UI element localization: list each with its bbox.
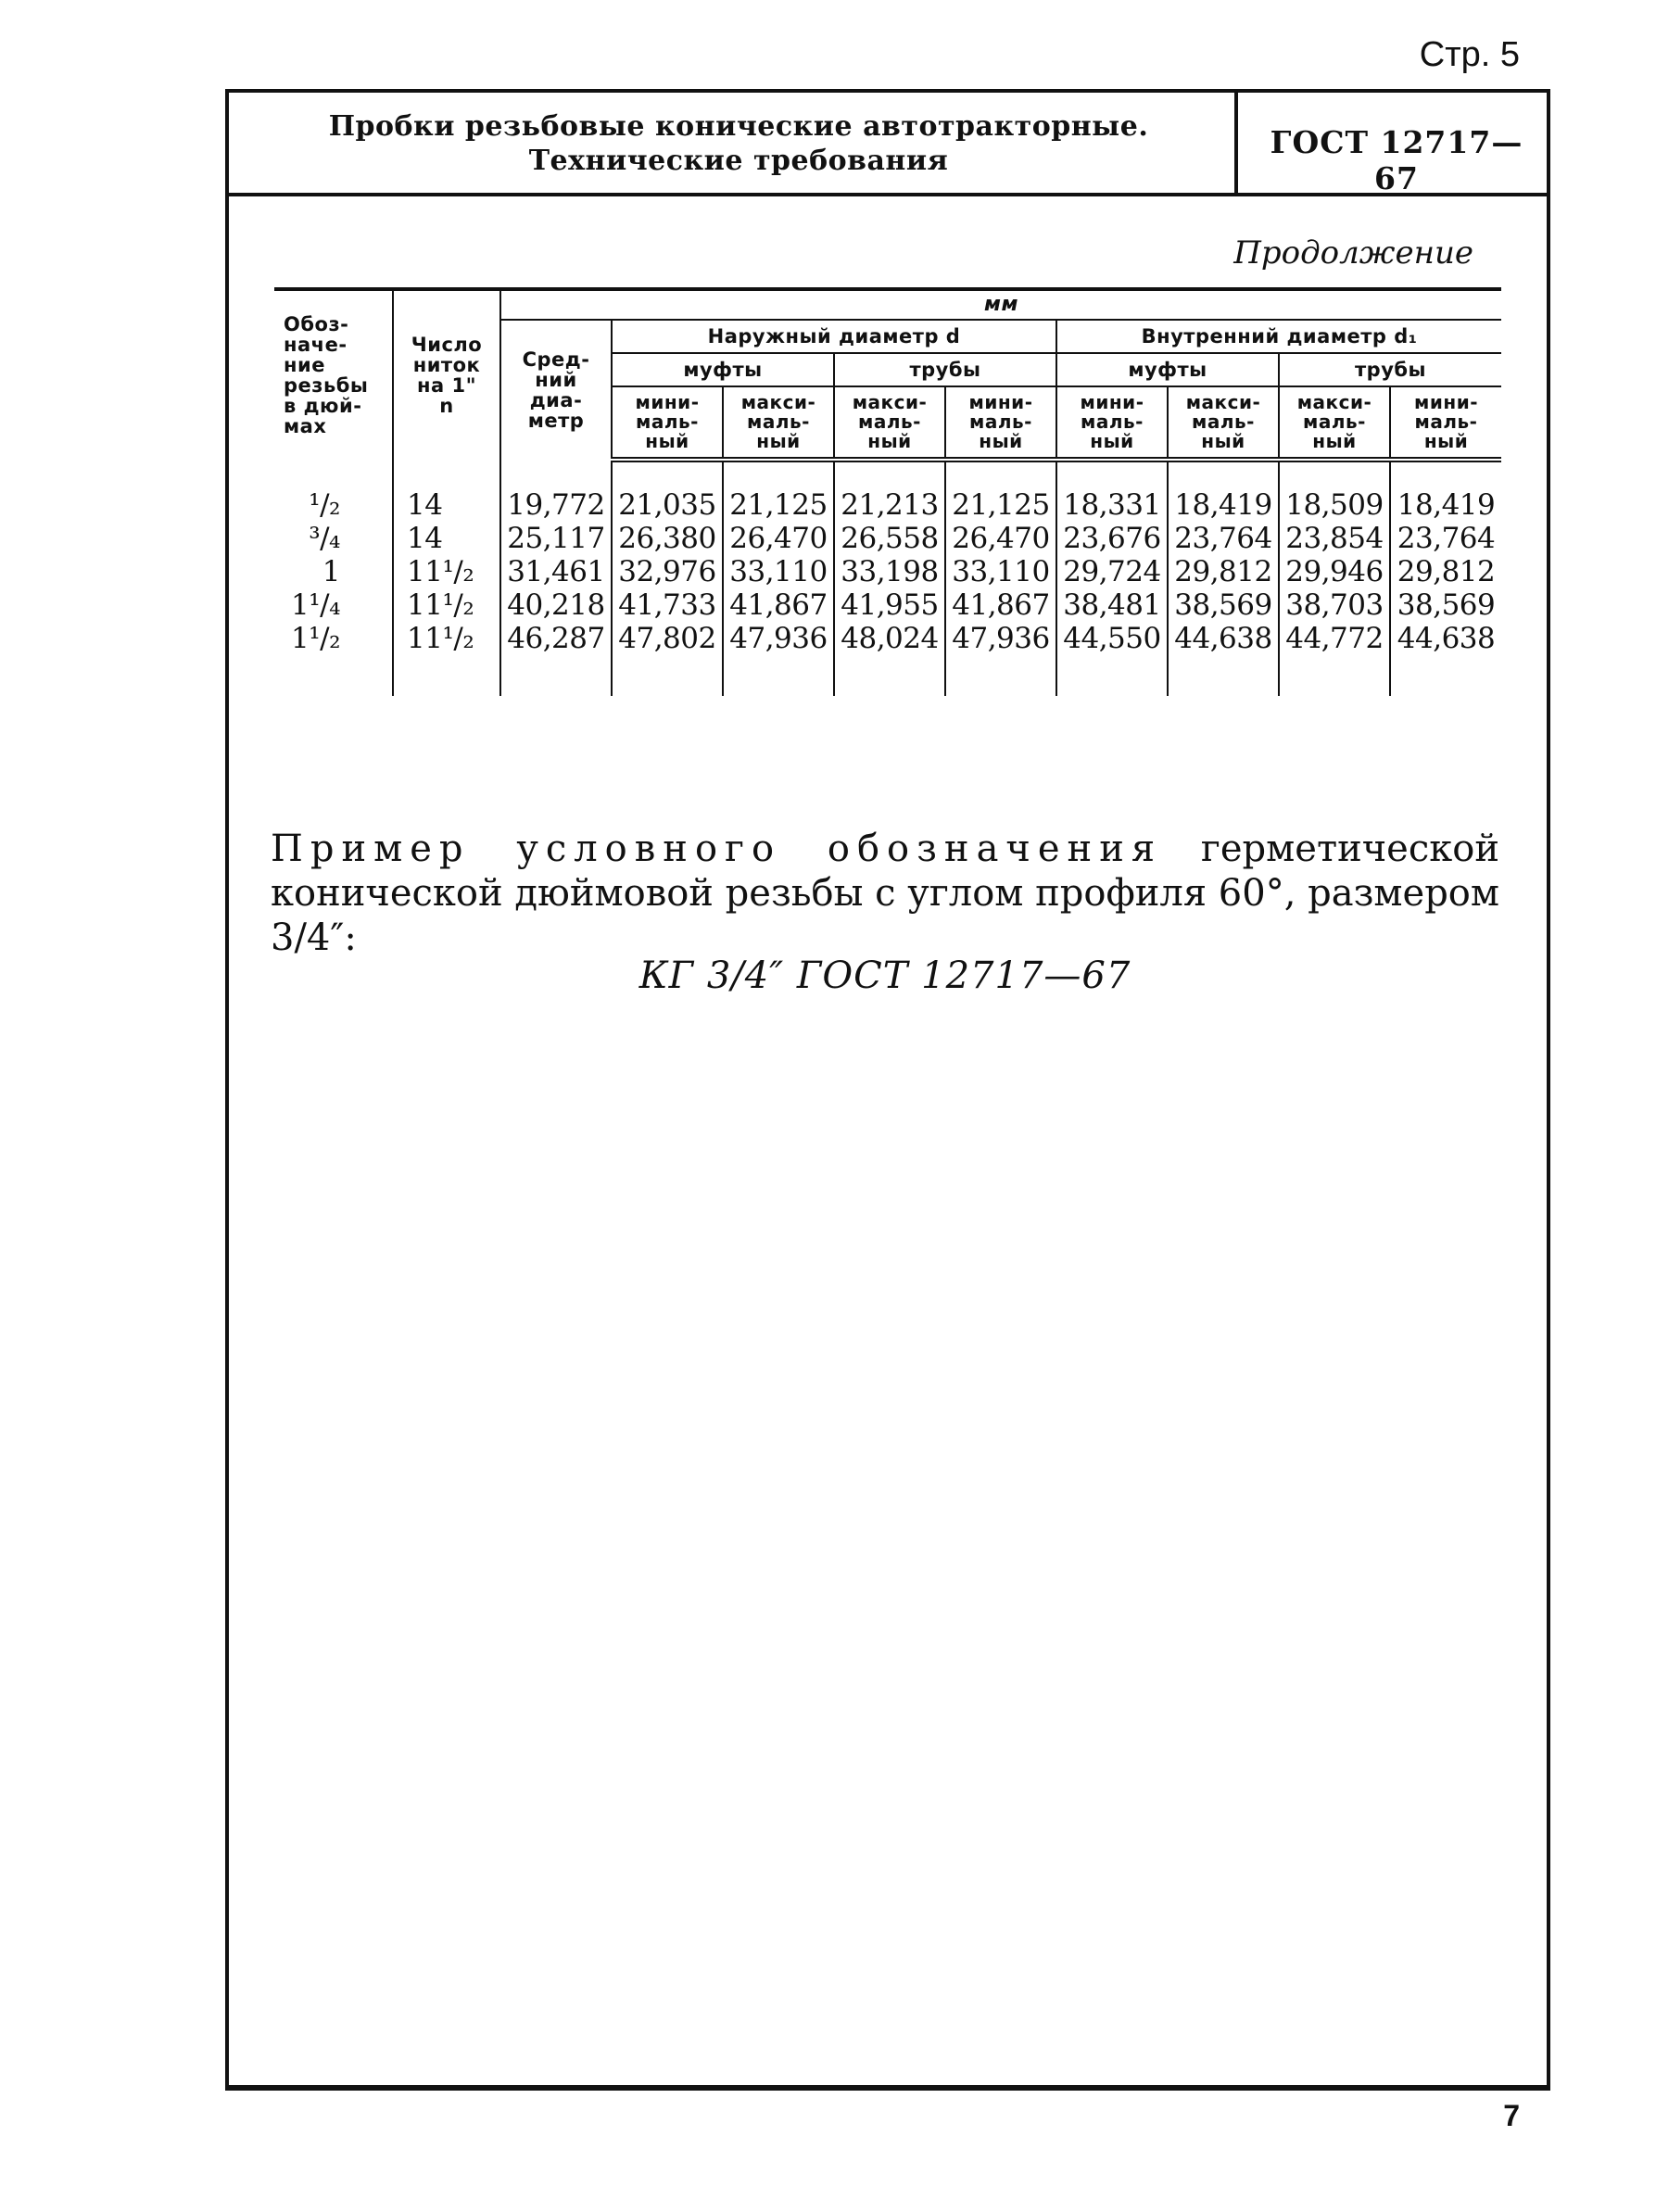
cell-value: 40,218 xyxy=(500,588,612,622)
cell-value: 18,509 xyxy=(1279,488,1390,522)
cell-value: 38,481 xyxy=(1056,588,1168,622)
table-row xyxy=(274,522,1501,555)
cell-value: 32,976 xyxy=(612,555,723,588)
header-inner-coupling-min: мини- маль- ный xyxy=(1056,386,1168,460)
table-row xyxy=(274,622,1501,655)
header-outer-diameter: Наружный диаметр d xyxy=(612,320,1056,353)
cell-value: 23,764 xyxy=(1168,522,1279,555)
standard-title xyxy=(247,109,1230,178)
cell-value: 47,936 xyxy=(723,622,834,655)
cell-value: 41,867 xyxy=(945,588,1056,622)
cell-value: 46,287 xyxy=(500,622,612,655)
standard-title-line1: Пробки резьбовые конические автотракторные. xyxy=(328,110,1149,143)
page-label: Стр. 5 xyxy=(1419,35,1520,74)
cell-value: 26,470 xyxy=(723,522,834,555)
header-divider xyxy=(1234,93,1238,193)
cell-value: 44,772 xyxy=(1279,622,1390,655)
cell-value: 33,110 xyxy=(945,555,1056,588)
cell-value: 44,638 xyxy=(1390,622,1501,655)
cell-value: 47,802 xyxy=(612,622,723,655)
cell-value: 26,380 xyxy=(612,522,723,555)
cell-value: 18,331 xyxy=(1056,488,1168,522)
cell-value: 23,676 xyxy=(1056,522,1168,555)
cell-value: 48,024 xyxy=(834,622,945,655)
header-threads: Число ниток на 1" n xyxy=(393,289,500,460)
header-inner-diameter: Внутренний диаметр d₁ xyxy=(1056,320,1501,353)
cell-designation: ¹/₂ xyxy=(309,488,340,522)
header-outer-pipe-max: макси- маль- ный xyxy=(834,386,945,460)
header-inner-pipe-max: макси- маль- ный xyxy=(1279,386,1390,460)
cell-designation: 1¹/₂ xyxy=(290,622,340,655)
cell-value: 31,461 xyxy=(500,555,612,588)
cell-value: 29,946 xyxy=(1279,555,1390,588)
cell-value: 29,812 xyxy=(1168,555,1279,588)
cell-value: 23,854 xyxy=(1279,522,1390,555)
cell-value: 21,213 xyxy=(834,488,945,522)
header-outer-pipe: трубы xyxy=(834,353,1056,386)
header-inner-pipe: трубы xyxy=(1279,353,1501,386)
header-inner-coupling: муфты xyxy=(1056,353,1279,386)
cell-value: 29,724 xyxy=(1056,555,1168,588)
cell-designation: 1¹/₄ xyxy=(290,588,340,622)
cell-value: 21,125 xyxy=(945,488,1056,522)
header-inner-coupling-max: макси- маль- ный xyxy=(1168,386,1279,460)
cell-value: 29,812 xyxy=(1390,555,1501,588)
table-spacer-row xyxy=(274,460,1501,488)
table-spacer-row xyxy=(274,655,1501,696)
cell-value: 44,550 xyxy=(1056,622,1168,655)
cell-value: 41,867 xyxy=(723,588,834,622)
header-outer-pipe-min: мини- маль- ный xyxy=(945,386,1056,460)
header-designation: Обоз- наче- ние резьбы в дюй- мах xyxy=(284,313,369,437)
table-row xyxy=(274,488,1501,522)
cell-threads: 14 xyxy=(393,488,500,522)
thread-table-wrap xyxy=(274,287,1501,806)
example-paragraph xyxy=(271,827,1499,960)
cell-value: 33,198 xyxy=(834,555,945,588)
example-text: герметической конической дюймовой резьбы с углом профиля 60°, размером 3/4″: xyxy=(271,828,1499,959)
cell-threads: 11¹/₂ xyxy=(393,555,500,588)
cell-value: 26,470 xyxy=(945,522,1056,555)
standard-code: ГОСТ 12717—67 xyxy=(1270,124,1523,196)
cell-value: 25,117 xyxy=(500,522,612,555)
cell-value: 41,733 xyxy=(612,588,723,622)
continuation-label: Продолжение xyxy=(1233,234,1473,272)
table-row xyxy=(274,555,1501,588)
cell-designation: 1 xyxy=(322,555,340,588)
cell-value: 26,558 xyxy=(834,522,945,555)
cell-value: 47,936 xyxy=(945,622,1056,655)
header-outer-coupling: муфты xyxy=(612,353,834,386)
cell-value: 41,955 xyxy=(834,588,945,622)
cell-value: 33,110 xyxy=(723,555,834,588)
header-pitch-diameter: Сред- ний диа- метр xyxy=(500,320,612,460)
example-lead: Пример условного обозначения xyxy=(271,828,1163,870)
cell-value: 38,569 xyxy=(1168,588,1279,622)
cell-threads: 11¹/₂ xyxy=(393,588,500,622)
page-number: 7 xyxy=(1503,2099,1520,2132)
standard-header xyxy=(229,93,1547,196)
cell-designation: ³/₄ xyxy=(309,522,340,555)
example-designation: КГ 3/4″ ГОСТ 12717—67 xyxy=(638,954,1131,997)
cell-value: 23,764 xyxy=(1390,522,1501,555)
cell-value: 18,419 xyxy=(1390,488,1501,522)
cell-value: 19,772 xyxy=(500,488,612,522)
cell-value: 44,638 xyxy=(1168,622,1279,655)
header-unit: мм xyxy=(500,289,1501,320)
header-outer-coupling-min: мини- маль- ный xyxy=(612,386,723,460)
table-row xyxy=(274,588,1501,622)
cell-value: 21,125 xyxy=(723,488,834,522)
cell-value: 38,703 xyxy=(1279,588,1390,622)
cell-value: 21,035 xyxy=(612,488,723,522)
standard-title-line2: Технические требования xyxy=(528,145,949,177)
header-inner-pipe-min: мини- маль- ный xyxy=(1390,386,1501,460)
cell-threads: 14 xyxy=(393,522,500,555)
thread-dimensions-table xyxy=(274,287,1501,696)
header-outer-coupling-max: макси- маль- ный xyxy=(723,386,834,460)
cell-value: 38,569 xyxy=(1390,588,1501,622)
cell-value: 18,419 xyxy=(1168,488,1279,522)
cell-threads: 11¹/₂ xyxy=(393,622,500,655)
